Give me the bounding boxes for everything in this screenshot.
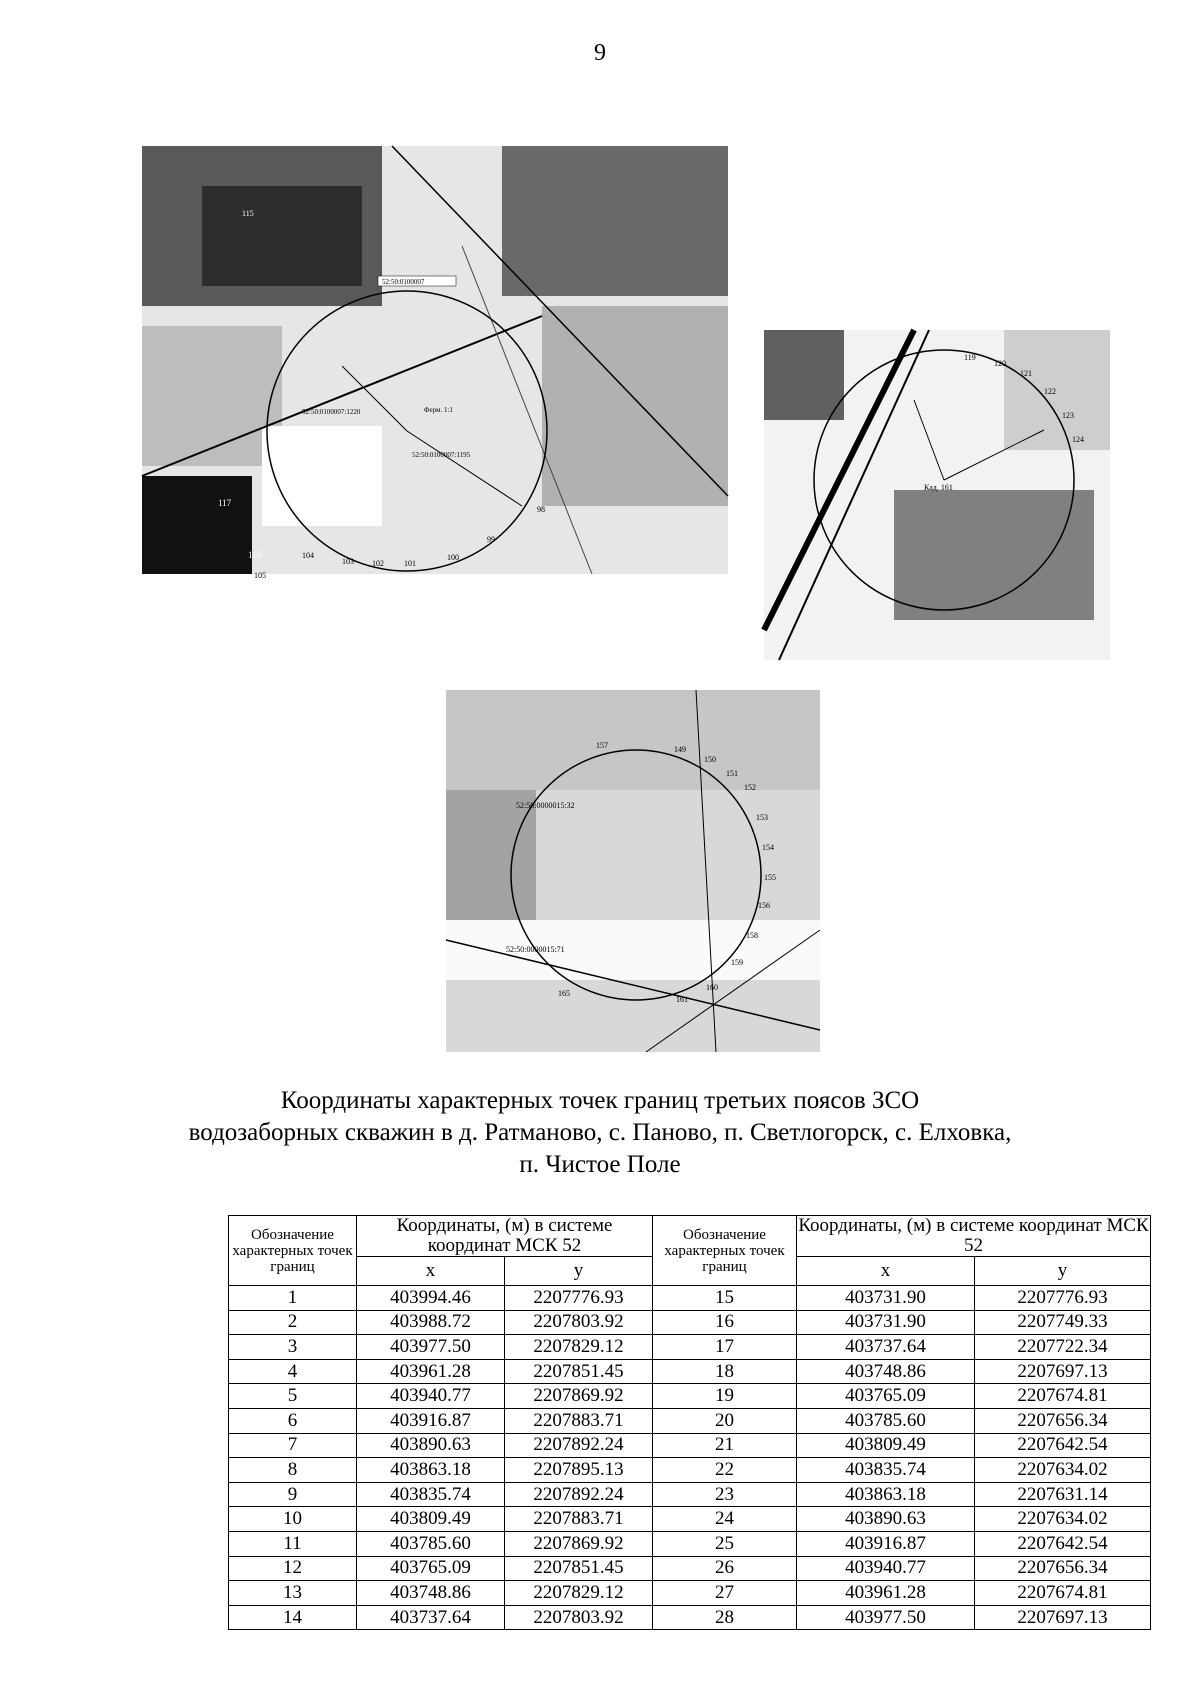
map-3-point-161: 161 (676, 995, 688, 1004)
cell-point-left: 3 (229, 1335, 357, 1360)
table-title (0, 1085, 1200, 1181)
table-row (229, 1581, 1151, 1606)
map-1-label-top: 52:50:0100007 (382, 278, 425, 286)
map-1-point-100: 100 (447, 553, 459, 562)
cell-y-right: 2207749.33 (975, 1310, 1151, 1335)
cell-point-right: 22 (653, 1458, 797, 1483)
map-3-point-157: 157 (596, 741, 608, 750)
page-number: 9 (594, 40, 606, 66)
cell-x-left: 403940.77 (357, 1384, 505, 1409)
cell-point-right: 28 (653, 1605, 797, 1630)
cell-x-left: 403988.72 (357, 1310, 505, 1335)
cell-point-left: 2 (229, 1310, 357, 1335)
cell-y-right: 2207634.02 (975, 1458, 1151, 1483)
table-title-line-2: водозаборных скважин в д. Ратманово, с. Паново, п. Светлогорск, с. Елховка, (188, 1119, 1012, 1146)
header-y-left: y (505, 1257, 653, 1286)
table-row (229, 1408, 1151, 1433)
cell-point-right: 16 (653, 1310, 797, 1335)
map-3-point-155: 155 (764, 873, 776, 882)
cell-point-left: 11 (229, 1531, 357, 1556)
map-3-point-151: 151 (726, 769, 738, 778)
cell-x-left: 403916.87 (357, 1408, 505, 1433)
map-1-point-105: 105 (254, 571, 266, 580)
map-3-point-154: 154 (762, 843, 774, 852)
map-image-1 (142, 146, 728, 580)
cell-x-left: 403994.46 (357, 1286, 505, 1311)
map-1-point-98: 98 (537, 505, 545, 514)
map-1-label-116: 116 (248, 550, 262, 560)
map-image-2 (764, 330, 1110, 660)
cell-y-right: 2207631.14 (975, 1482, 1151, 1507)
cell-y-right: 2207642.54 (975, 1531, 1151, 1556)
map-1-label-1220: 52:50:0100007:1220 (302, 408, 361, 416)
table-row (229, 1359, 1151, 1384)
cell-point-left: 1 (229, 1286, 357, 1311)
map-image-3 (446, 690, 820, 1052)
cell-y-right: 2207697.13 (975, 1605, 1151, 1630)
table-row (229, 1605, 1151, 1630)
cell-point-left: 14 (229, 1605, 357, 1630)
map-3-point-165: 165 (558, 989, 570, 998)
map-1-point-103: 103 (342, 557, 354, 566)
cell-y-left: 2207776.93 (505, 1286, 653, 1311)
cell-point-right: 18 (653, 1359, 797, 1384)
header-x-left: x (357, 1257, 505, 1286)
map-3-label-71: 52:50:0000015:71 (506, 945, 565, 954)
map-2-svg (764, 330, 1110, 660)
cell-x-right: 403809.49 (797, 1433, 975, 1458)
table-row (229, 1433, 1151, 1458)
cell-point-left: 7 (229, 1433, 357, 1458)
cell-point-right: 27 (653, 1581, 797, 1606)
cell-y-left: 2207895.13 (505, 1458, 653, 1483)
map-2-point-121: 121 (1020, 369, 1032, 378)
map-3-point-149: 149 (674, 745, 686, 754)
map-2-point-119: 119 (964, 353, 976, 362)
cell-x-left: 403835.74 (357, 1482, 505, 1507)
cell-point-right: 19 (653, 1384, 797, 1409)
map-2-point-124: 124 (1072, 435, 1084, 444)
cell-x-right: 403731.90 (797, 1310, 975, 1335)
cell-y-left: 2207892.24 (505, 1482, 653, 1507)
map-1-svg (142, 146, 728, 580)
cell-y-right: 2207642.54 (975, 1433, 1151, 1458)
cell-point-left: 10 (229, 1507, 357, 1532)
cell-y-left: 2207829.12 (505, 1581, 653, 1606)
cell-y-left: 2207803.92 (505, 1310, 653, 1335)
table-row (229, 1384, 1151, 1409)
cell-x-right: 403765.09 (797, 1384, 975, 1409)
cell-point-right: 26 (653, 1556, 797, 1581)
cell-point-right: 20 (653, 1408, 797, 1433)
cell-y-right: 2207634.02 (975, 1507, 1151, 1532)
cell-y-left: 2207829.12 (505, 1335, 653, 1360)
cell-point-right: 25 (653, 1531, 797, 1556)
map-1-label-ferm: Ферм. 1:1 (424, 406, 453, 414)
table-title-line-1: Координаты характерных точек границ третьих поясов ЗСО (280, 1087, 920, 1114)
cell-x-left: 403765.09 (357, 1556, 505, 1581)
cell-y-right: 2207776.93 (975, 1286, 1151, 1311)
cell-y-right: 2207697.13 (975, 1359, 1151, 1384)
cell-y-right: 2207656.34 (975, 1556, 1151, 1581)
map-2-point-123: 123 (1062, 411, 1074, 420)
cell-y-right: 2207674.81 (975, 1581, 1151, 1606)
cell-y-right: 2207674.81 (975, 1384, 1151, 1409)
cell-point-right: 15 (653, 1286, 797, 1311)
cell-x-right: 403737.64 (797, 1335, 975, 1360)
cell-x-left: 403890.63 (357, 1433, 505, 1458)
table-row (229, 1310, 1151, 1335)
cell-point-left: 13 (229, 1581, 357, 1606)
header-coords-left: Координаты, (м) в системе координат МСК 52 (357, 1216, 653, 1257)
map-3-point-152: 152 (744, 783, 756, 792)
cell-x-right: 403748.86 (797, 1359, 975, 1384)
map-3-point-160: 160 (706, 983, 718, 992)
cell-x-right: 403863.18 (797, 1482, 975, 1507)
cell-x-right: 403961.28 (797, 1581, 975, 1606)
map-3-point-159: 159 (731, 958, 743, 967)
cell-y-left: 2207851.45 (505, 1556, 653, 1581)
table-row (229, 1556, 1151, 1581)
cell-x-right: 403977.50 (797, 1605, 975, 1630)
cell-x-left: 403961.28 (357, 1359, 505, 1384)
map-1-label-117: 117 (218, 498, 232, 508)
header-point-right: Обозначение характерных точек границ (653, 1216, 797, 1286)
map-2-point-120: 120 (994, 359, 1006, 368)
table-row (229, 1335, 1151, 1360)
cell-x-right: 403890.63 (797, 1507, 975, 1532)
cell-point-left: 6 (229, 1408, 357, 1433)
header-x-right: x (797, 1257, 975, 1286)
cell-point-left: 9 (229, 1482, 357, 1507)
table-title-line-3: п. Чистое Поле (519, 1151, 681, 1178)
header-point-left: Обозначение характерных точек границ (229, 1216, 357, 1286)
map-2-label-kad: Кад. 161 (924, 483, 953, 492)
cell-x-right: 403785.60 (797, 1408, 975, 1433)
cell-y-left: 2207883.71 (505, 1408, 653, 1433)
cell-y-right: 2207656.34 (975, 1408, 1151, 1433)
map-1-point-99: 99 (487, 535, 495, 544)
map-1-point-102: 102 (372, 559, 384, 568)
header-y-right: y (975, 1257, 1151, 1286)
cell-y-left: 2207803.92 (505, 1605, 653, 1630)
cell-point-left: 5 (229, 1384, 357, 1409)
coordinates-table (228, 1215, 1151, 1630)
map-3-label-32: 52:50:0000015:32 (516, 801, 575, 810)
cell-point-right: 23 (653, 1482, 797, 1507)
header-coords-right: Координаты, (м) в системе координат МСК 52 (798, 1215, 1149, 1256)
cell-y-right: 2207722.34 (975, 1335, 1151, 1360)
cell-x-left: 403863.18 (357, 1458, 505, 1483)
cell-x-left: 403785.60 (357, 1531, 505, 1556)
map-2-point-122: 122 (1044, 387, 1056, 396)
table-row (229, 1507, 1151, 1532)
cell-y-left: 2207883.71 (505, 1507, 653, 1532)
cell-x-right: 403731.90 (797, 1286, 975, 1311)
map-3-point-158: 158 (746, 931, 758, 940)
map-1-point-101: 101 (404, 559, 416, 568)
cell-point-left: 4 (229, 1359, 357, 1384)
map-3-point-153: 153 (756, 813, 768, 822)
cell-point-right: 24 (653, 1507, 797, 1532)
cell-x-left: 403977.50 (357, 1335, 505, 1360)
coordinates-table-body (229, 1286, 1151, 1630)
table-row (229, 1531, 1151, 1556)
table-row (229, 1286, 1151, 1311)
map-1-point-104: 104 (302, 551, 314, 560)
map-3-point-156: 156 (758, 901, 770, 910)
cell-point-left: 8 (229, 1458, 357, 1483)
cell-y-left: 2207851.45 (505, 1359, 653, 1384)
map-1-label-1195: 52:50:0100007:1195 (412, 451, 471, 459)
cell-point-right: 17 (653, 1335, 797, 1360)
cell-x-right: 403916.87 (797, 1531, 975, 1556)
map-3-point-150: 150 (704, 755, 716, 764)
table-row (229, 1482, 1151, 1507)
map-1-label-115: 115 (242, 209, 254, 218)
cell-x-left: 403748.86 (357, 1581, 505, 1606)
cell-x-right: 403835.74 (797, 1458, 975, 1483)
cell-x-left: 403809.49 (357, 1507, 505, 1532)
cell-point-left: 12 (229, 1556, 357, 1581)
table-row (229, 1458, 1151, 1483)
map-3-svg (446, 690, 820, 1052)
cell-y-left: 2207892.24 (505, 1433, 653, 1458)
cell-x-right: 403940.77 (797, 1556, 975, 1581)
cell-x-left: 403737.64 (357, 1605, 505, 1630)
cell-y-left: 2207869.92 (505, 1531, 653, 1556)
cell-y-left: 2207869.92 (505, 1384, 653, 1409)
cell-point-right: 21 (653, 1433, 797, 1458)
